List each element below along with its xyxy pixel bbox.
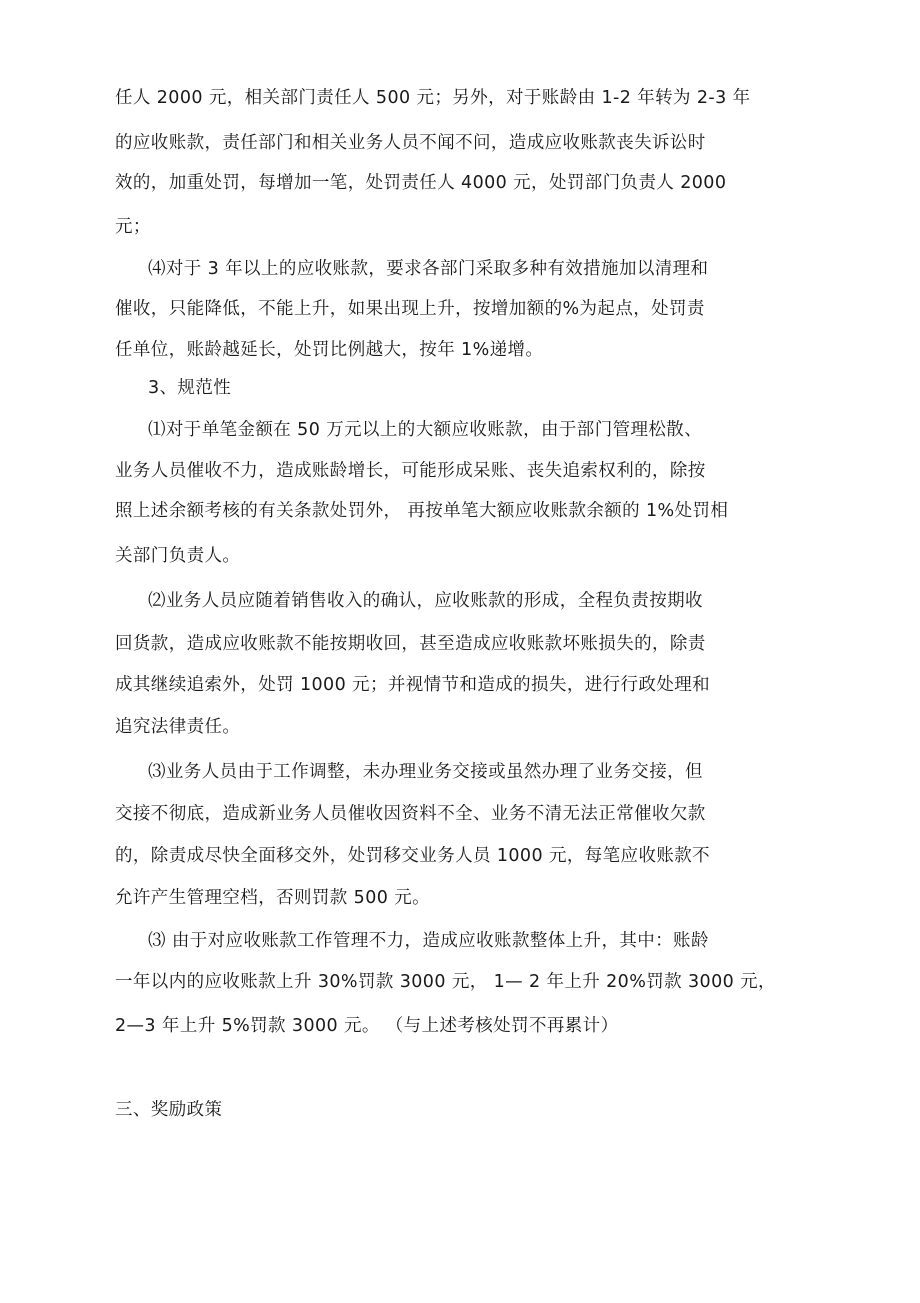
- paragraph-line: 的，除责成尽快全面移交外，处罚移交业务人员 1000 元，每笔应收账款不: [115, 846, 711, 866]
- paragraph-line: 照上述余额考核的有关条款处罚外， 再按单笔大额应收账款余额的 1%处罚相: [115, 501, 729, 521]
- paragraph-line: 交接不彻底，造成新业务人员催收因资料不全、业务不清无法正常催收欠款: [115, 804, 706, 824]
- paragraph-line: 元；: [115, 217, 151, 237]
- paragraph-line: 催收，只能降低，不能上升，如果出现上升，按增加额的%为起点，处罚责: [115, 299, 705, 319]
- paragraph-line: 的应收账款，责任部门和相关业务人员不闻不问，造成应收账款丧失诉讼时: [115, 133, 706, 153]
- paragraph-line: ⑶业务人员由于工作调整，未办理业务交接或虽然办理了业务交接，但: [148, 762, 703, 782]
- paragraph-line: ⑷对于 3 年以上的应收账款，要求各部门采取多种有效措施加以清理和: [148, 259, 709, 279]
- paragraph-line: 任单位，账龄越延长，处罚比例越大，按年 1%递增。: [115, 340, 544, 360]
- paragraph-line: 任人 2000 元，相关部门责任人 500 元；另外，对于账龄由 1-2 年转为 2-3 年: [115, 88, 751, 108]
- paragraph-line: 允许产生管理空档，否则罚款 500 元。: [115, 888, 431, 908]
- paragraph-line: 业务人员催收不力，造成账龄增长，可能形成呆账、丧失追索权利的，除按: [115, 461, 706, 481]
- paragraph-line: ⑵业务人员应随着销售收入的确认，应收账款的形成，全程负责按期收: [148, 591, 703, 611]
- section-heading: 三、奖励政策: [115, 1100, 223, 1120]
- paragraph-line: 一年以内的应收账款上升 30%罚款 3000 元， 1— 2 年上升 20%罚款 3000 元，: [115, 972, 776, 992]
- paragraph-line: 追究法律责任。: [115, 717, 241, 737]
- paragraph-line: ⑴对于单笔金额在 50 万元以上的大额应收账款，由于部门管理松散、: [148, 420, 703, 440]
- paragraph-line: 2—3 年上升 5%罚款 3000 元。 （与上述考核处罚不再累计）: [115, 1016, 619, 1036]
- paragraph-line: 效的，加重处罚，每增加一笔，处罚责任人 4000 元，处罚部门负责人 2000: [115, 173, 727, 193]
- section-heading: 3、规范性: [148, 378, 232, 398]
- paragraph-line: 成其继续追索外，处罚 1000 元；并视情节和造成的损失，进行行政处理和: [115, 675, 711, 695]
- paragraph-line: 回货款，造成应收账款不能按期收回，甚至造成应收账款坏账损失的，除责: [115, 634, 706, 654]
- paragraph-line: ⑶ 由于对应收账款工作管理不力，造成应收账款整体上升，其中：账龄: [148, 931, 709, 951]
- paragraph-line: 关部门负责人。: [115, 546, 241, 566]
